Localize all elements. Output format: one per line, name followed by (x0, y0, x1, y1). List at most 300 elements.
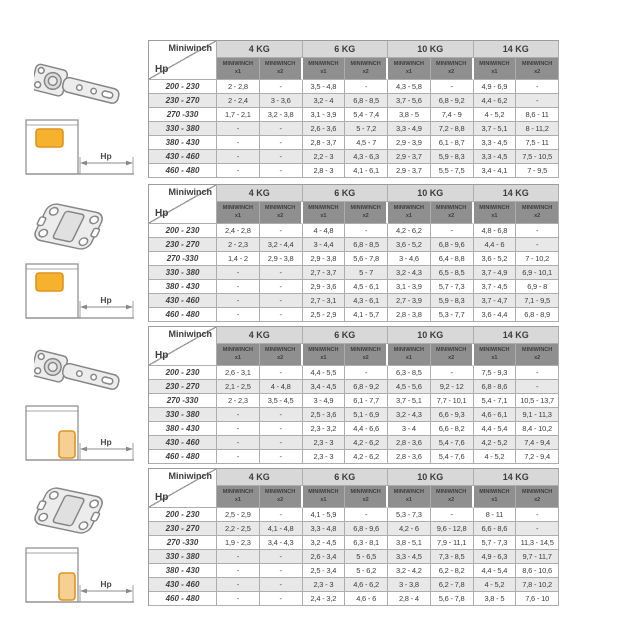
load-range-cell: 3,2 - 4,3 (388, 266, 431, 280)
load-range-cell: 3,2 - 3,8 (260, 108, 303, 122)
load-range-cell: 7,9 - 11,1 (431, 536, 474, 550)
load-range-cell: - (516, 224, 559, 238)
load-range-cell: 2 - 2,4 (217, 94, 260, 108)
load-range-cell: 6,8 - 9,2 (345, 380, 388, 394)
hp-range-cell: 430 - 460 (149, 150, 217, 164)
load-range-cell: 3,5 - 4,5 (260, 394, 303, 408)
load-range-cell: - (260, 592, 303, 606)
table-row (149, 592, 559, 606)
load-range-cell: 3,7 - 5,1 (388, 394, 431, 408)
table-row (149, 224, 559, 238)
load-range-cell: - (260, 80, 303, 94)
load-range-cell: 6,1 - 7,7 (345, 394, 388, 408)
miniwinch-x1-header: MINIWINCH x1 (474, 58, 517, 80)
arrow-left-icon (80, 161, 87, 166)
illustration-column (22, 40, 144, 180)
miniwinch-spec-table (148, 326, 559, 464)
load-range-cell: 3,8 - 5,1 (388, 536, 431, 550)
corner-hp-label: Hp (155, 350, 169, 361)
hp-dimension-label: Hp (100, 579, 112, 589)
illustration-column (22, 184, 144, 324)
miniwinch-x2-header: MINIWINCH x2 (431, 344, 474, 366)
load-range-cell: 4,9 - 6,9 (474, 80, 517, 94)
load-range-cell: 3,4 - 4,3 (260, 536, 303, 550)
load-range-cell: 5,4 - 7,6 (431, 436, 474, 450)
table-row (149, 164, 559, 178)
load-range-cell: - (516, 366, 559, 380)
corner-cell (149, 469, 217, 508)
load-range-cell: 2,9 - 3,8 (260, 252, 303, 266)
load-range-cell: 2,9 - 3,7 (388, 164, 431, 178)
load-range-cell: - (516, 94, 559, 108)
load-range-cell: 2,7 - 3,7 (303, 266, 346, 280)
load-range-cell: 4,3 - 6,1 (345, 294, 388, 308)
load-range-cell: 9,6 - 12,8 (431, 522, 474, 536)
kg-group-header-6kg: 6 KG (303, 185, 389, 202)
load-range-cell: 9,2 - 12 (431, 380, 474, 394)
load-range-cell: - (260, 280, 303, 294)
load-range-cell: 2,5 - 2,9 (217, 508, 260, 522)
corner-cell (149, 41, 217, 80)
load-range-cell: 3 - 4 (388, 422, 431, 436)
load-range-cell: - (260, 578, 303, 592)
arrow-left-icon (80, 589, 87, 594)
hp-range-cell: 200 - 230 (149, 366, 217, 380)
load-range-cell: 3,2 - 4 (303, 94, 346, 108)
load-range-cell: 2,7 - 3,9 (388, 294, 431, 308)
hp-range-cell: 230 - 270 (149, 94, 217, 108)
load-range-cell: 3 - 3,8 (388, 578, 431, 592)
load-range-cell: 7,5 - 9,3 (474, 366, 517, 380)
table-row (149, 522, 559, 536)
load-range-cell: 6,3 - 8,1 (345, 536, 388, 550)
load-range-cell: 6,8 - 8,6 (474, 380, 517, 394)
kg-group-header-4kg: 4 KG (217, 185, 303, 202)
miniwinch-x1-header: MINIWINCH x1 (217, 58, 260, 80)
load-range-cell: 6,6 - 8,2 (431, 422, 474, 436)
load-range-cell: - (217, 266, 260, 280)
load-range-cell: - (516, 522, 559, 536)
miniwinch-x2-header: MINIWINCH x2 (260, 486, 303, 508)
load-range-cell: - (516, 238, 559, 252)
kg-header-row (149, 327, 559, 344)
load-range-cell: 4,4 - 5,4 (474, 422, 517, 436)
miniwinch-x2-header: MINIWINCH x2 (260, 58, 303, 80)
load-range-cell: 5 - 6,2 (345, 564, 388, 578)
hp-range-cell: 270 -330 (149, 536, 217, 550)
load-range-cell: 2,9 - 3,7 (388, 150, 431, 164)
arrow-right-icon (126, 589, 133, 594)
load-range-cell: - (260, 164, 303, 178)
load-range-cell: - (260, 294, 303, 308)
miniwinch-x2-header: MINIWINCH x2 (260, 202, 303, 224)
corner-hp-label: Hp (155, 492, 169, 503)
load-range-cell: 5 - 7 (345, 266, 388, 280)
load-range-cell: - (345, 508, 388, 522)
miniwinch-x2-header: MINIWINCH x2 (345, 486, 388, 508)
kg-group-header-4kg: 4 KG (217, 469, 303, 486)
load-range-cell: 2,6 - 3,1 (217, 366, 260, 380)
hp-range-cell: 330 - 380 (149, 550, 217, 564)
hinge-icon (34, 194, 132, 256)
table-row (149, 366, 559, 380)
hp-range-cell: 460 - 480 (149, 450, 217, 464)
load-range-cell: - (260, 122, 303, 136)
load-range-cell: 5 - 7,2 (345, 122, 388, 136)
load-range-cell: 4,5 - 6,1 (345, 280, 388, 294)
load-range-cell: 3,6 - 5,2 (474, 252, 517, 266)
miniwinch-x1-header: MINIWINCH x1 (217, 202, 260, 224)
load-range-cell: 3 - 4,9 (303, 394, 346, 408)
table-row (149, 422, 559, 436)
miniwinch-x2-header: MINIWINCH x2 (345, 202, 388, 224)
load-range-cell: 2,3 - 3 (303, 436, 346, 450)
miniwinch-x1-header: MINIWINCH x1 (388, 58, 431, 80)
miniwinch-x2-header: MINIWINCH x2 (345, 58, 388, 80)
illustration-column (22, 468, 144, 608)
kg-group-header-4kg: 4 KG (217, 327, 303, 344)
load-range-cell: 5,7 - 7,3 (474, 536, 517, 550)
load-range-cell: 6,8 - 9,6 (345, 522, 388, 536)
table-row (149, 450, 559, 464)
corner-hp-label: Hp (155, 208, 169, 219)
load-range-cell: 4,1 - 4,8 (260, 522, 303, 536)
load-range-cell: 5,4 - 7,1 (474, 394, 517, 408)
miniwinch-block (59, 573, 75, 600)
load-range-cell: 3,7 - 5,6 (388, 94, 431, 108)
load-range-cell: 4,1 - 5,9 (303, 508, 346, 522)
hp-range-cell: 460 - 480 (149, 308, 217, 322)
load-range-cell: 5,7 - 7,3 (431, 280, 474, 294)
table-row (149, 380, 559, 394)
hp-range-cell: 430 - 460 (149, 436, 217, 450)
load-range-cell: 6,8 - 8,9 (516, 308, 559, 322)
load-range-cell: 9,7 - 11,7 (516, 550, 559, 564)
load-range-cell: 1,9 - 2,3 (217, 536, 260, 550)
miniwinch-x1-header: MINIWINCH x1 (474, 344, 517, 366)
load-range-cell: 6,8 - 9,2 (431, 94, 474, 108)
load-range-cell: 7,6 - 10 (516, 592, 559, 606)
load-range-cell: - (260, 136, 303, 150)
load-range-cell: 6,3 - 8,5 (388, 366, 431, 380)
kg-group-header-10kg: 10 KG (388, 185, 474, 202)
hp-range-cell: 200 - 230 (149, 508, 217, 522)
load-range-cell: 7,4 - 9 (431, 108, 474, 122)
load-range-cell: - (217, 122, 260, 136)
table-row (149, 136, 559, 150)
miniwinch-block (36, 129, 63, 147)
load-range-cell: 7,8 - 10,2 (516, 578, 559, 592)
load-range-cell: - (217, 592, 260, 606)
load-range-cell: 5 - 6,5 (345, 550, 388, 564)
hp-range-cell: 230 - 270 (149, 522, 217, 536)
load-range-cell: 4 - 4,8 (260, 380, 303, 394)
kg-group-header-4kg: 4 KG (217, 41, 303, 58)
corner-miniwinch-label: Miniwinch (168, 329, 212, 339)
load-range-cell: 2,8 - 4 (388, 592, 431, 606)
kg-group-header-10kg: 10 KG (388, 41, 474, 58)
hinge-icon (34, 336, 132, 398)
load-range-cell: 3,1 - 3,9 (303, 108, 346, 122)
load-range-cell: - (217, 436, 260, 450)
hp-dimension-label: Hp (100, 437, 112, 447)
load-range-cell: 8 - 11,2 (516, 122, 559, 136)
load-range-cell: 5,3 - 7,7 (431, 308, 474, 322)
load-range-cell: 2,8 - 3,7 (303, 136, 346, 150)
load-range-cell: 6,8 - 9,6 (431, 238, 474, 252)
load-range-cell: 6,8 - 8,5 (345, 238, 388, 252)
load-range-cell: 5,3 - 7,3 (388, 508, 431, 522)
table-row (149, 308, 559, 322)
load-range-cell: 4,2 - 6,2 (388, 224, 431, 238)
hp-range-cell: 380 - 430 (149, 136, 217, 150)
load-range-cell: - (217, 578, 260, 592)
miniwinch-x1-header: MINIWINCH x1 (388, 202, 431, 224)
load-range-cell: 4,1 - 5,7 (345, 308, 388, 322)
load-range-cell: 4,2 - 6 (388, 522, 431, 536)
load-range-cell: 3,7 - 5,1 (474, 122, 517, 136)
corner-hp-label: Hp (155, 64, 169, 75)
load-range-cell: - (217, 150, 260, 164)
load-range-cell: 3,3 - 4,8 (303, 522, 346, 536)
load-range-cell: 4,6 - 6,2 (345, 578, 388, 592)
load-range-cell: 6,9 - 10,1 (516, 266, 559, 280)
load-range-cell: 4,2 - 6,2 (345, 436, 388, 450)
miniwinch-block (36, 273, 63, 291)
load-range-cell: 2,9 - 3,9 (388, 136, 431, 150)
load-range-cell: - (345, 366, 388, 380)
table-row (149, 150, 559, 164)
load-range-cell: 4,9 - 6,3 (474, 550, 517, 564)
table-row (149, 536, 559, 550)
kg-group-header-10kg: 10 KG (388, 469, 474, 486)
load-range-cell: 3,3 - 4,5 (388, 550, 431, 564)
load-range-cell: 4,3 - 5,8 (388, 80, 431, 94)
hp-range-cell: 380 - 430 (149, 422, 217, 436)
load-range-cell: 7,5 - 10,5 (516, 150, 559, 164)
load-range-cell: - (431, 366, 474, 380)
hp-range-cell: 430 - 460 (149, 578, 217, 592)
load-range-cell: 8,6 - 11 (516, 108, 559, 122)
load-range-cell: 3 - 4,6 (388, 252, 431, 266)
load-range-cell: - (345, 80, 388, 94)
load-range-cell: 5,4 - 7,4 (345, 108, 388, 122)
load-range-cell: - (260, 450, 303, 464)
load-range-cell: 4,4 - 6,2 (474, 94, 517, 108)
table-row (149, 94, 559, 108)
load-range-cell: 8,4 - 10,2 (516, 422, 559, 436)
load-range-cell: - (217, 550, 260, 564)
kg-group-header-6kg: 6 KG (303, 41, 389, 58)
arrow-right-icon (126, 447, 133, 452)
hp-range-cell: 330 - 380 (149, 408, 217, 422)
load-range-cell: 2,2 - 2,5 (217, 522, 260, 536)
kg-header-row (149, 41, 559, 58)
load-range-cell: - (260, 408, 303, 422)
hinge-config-section-3 (0, 326, 630, 466)
load-range-cell: 2,6 - 3,6 (303, 122, 346, 136)
load-range-cell: - (217, 280, 260, 294)
miniwinch-x2-header: MINIWINCH x2 (516, 202, 559, 224)
load-range-cell: 2,4 - 2,8 (217, 224, 260, 238)
load-range-cell: - (431, 80, 474, 94)
load-range-cell: - (217, 422, 260, 436)
load-range-cell: 7,1 - 9,5 (516, 294, 559, 308)
hp-range-cell: 270 -330 (149, 108, 217, 122)
load-range-cell: 3,2 - 4,3 (388, 408, 431, 422)
hp-range-cell: 270 -330 (149, 394, 217, 408)
corner-miniwinch-label: Miniwinch (168, 43, 212, 53)
miniwinch-block (59, 431, 75, 458)
load-range-cell: 4,8 - 6,8 (474, 224, 517, 238)
load-range-cell: 7,2 - 8,8 (431, 122, 474, 136)
load-range-cell: - (260, 436, 303, 450)
load-range-cell: - (345, 224, 388, 238)
load-range-cell: 2,8 - 3,6 (388, 450, 431, 464)
miniwinch-spec-table (148, 184, 559, 322)
load-range-cell: 4,2 - 6,2 (345, 450, 388, 464)
load-range-cell: 6,4 - 8,8 (431, 252, 474, 266)
hp-range-cell: 200 - 230 (149, 80, 217, 94)
load-range-cell: 3,8 - 5 (474, 592, 517, 606)
load-range-cell: 2,5 - 3,4 (303, 564, 346, 578)
miniwinch-spec-table (148, 40, 559, 178)
load-range-cell: 6,6 - 8,6 (474, 522, 517, 536)
load-range-cell: 3,2 - 4,2 (388, 564, 431, 578)
load-range-cell: 4,1 - 6,1 (345, 164, 388, 178)
load-range-cell: 4 - 5,2 (474, 578, 517, 592)
load-range-cell: 6,5 - 8,5 (431, 266, 474, 280)
load-range-cell: 8,6 - 10,6 (516, 564, 559, 578)
load-range-cell: 4,2 - 5,2 (474, 436, 517, 450)
load-range-cell: 2 - 2,8 (217, 80, 260, 94)
load-range-cell: - (431, 224, 474, 238)
load-range-cell: - (260, 366, 303, 380)
hinge-config-section-4 (0, 468, 630, 608)
load-range-cell: 3,6 - 5,2 (388, 238, 431, 252)
miniwinch-x2-header: MINIWINCH x2 (516, 486, 559, 508)
illustration-column (22, 326, 144, 466)
table-row (149, 238, 559, 252)
load-range-cell: - (217, 164, 260, 178)
hp-range-cell: 380 - 430 (149, 564, 217, 578)
cabinet-diagram (22, 260, 140, 324)
load-range-cell: - (217, 294, 260, 308)
miniwinch-x1-header: MINIWINCH x1 (474, 202, 517, 224)
miniwinch-x2-header: MINIWINCH x2 (516, 344, 559, 366)
load-range-cell: 2,7 - 3,1 (303, 294, 346, 308)
load-range-cell: 5,9 - 8,3 (431, 294, 474, 308)
arrow-left-icon (80, 447, 87, 452)
load-range-cell: 7,4 - 9,4 (516, 436, 559, 450)
table-row (149, 108, 559, 122)
load-range-cell: 7 - 9,5 (516, 164, 559, 178)
cabinet-diagram (22, 116, 140, 180)
hinge-icon (34, 50, 132, 112)
load-range-cell: 5,9 - 8,3 (431, 150, 474, 164)
load-range-cell: 4,5 - 7 (345, 136, 388, 150)
load-range-cell: 3,3 - 4,9 (388, 122, 431, 136)
load-range-cell: 6,9 - 8 (516, 280, 559, 294)
table-row (149, 550, 559, 564)
load-range-cell: 7,3 - 8,5 (431, 550, 474, 564)
load-range-cell: 2,9 - 3,8 (303, 252, 346, 266)
table-row (149, 578, 559, 592)
table-row (149, 564, 559, 578)
corner-cell (149, 185, 217, 224)
load-range-cell: 7,7 - 10,1 (431, 394, 474, 408)
load-range-cell: 6,8 - 8,5 (345, 94, 388, 108)
load-range-cell: 2,8 - 3,8 (388, 308, 431, 322)
load-range-cell: - (260, 550, 303, 564)
load-range-cell: - (260, 422, 303, 436)
load-range-cell: 3,1 - 3,9 (388, 280, 431, 294)
load-range-cell: 5,6 - 7,8 (431, 592, 474, 606)
load-range-cell: 6,6 - 9,3 (431, 408, 474, 422)
load-range-cell: 3,4 - 4,1 (474, 164, 517, 178)
load-range-cell: 3 - 3,6 (260, 94, 303, 108)
hp-range-cell: 330 - 380 (149, 266, 217, 280)
corner-cell (149, 327, 217, 366)
kg-group-header-14kg: 14 KG (474, 41, 560, 58)
kg-group-header-14kg: 14 KG (474, 327, 560, 344)
load-range-cell: 4,4 - 6 (474, 238, 517, 252)
load-range-cell: 2,3 - 3 (303, 450, 346, 464)
hp-range-cell: 380 - 430 (149, 280, 217, 294)
hp-range-cell: 230 - 270 (149, 380, 217, 394)
load-range-cell: - (431, 508, 474, 522)
miniwinch-x2-header: MINIWINCH x2 (431, 58, 474, 80)
load-range-cell: - (217, 408, 260, 422)
arrow-left-icon (80, 305, 87, 310)
miniwinch-x1-header: MINIWINCH x1 (303, 344, 346, 366)
load-range-cell: 3,4 - 4,5 (303, 380, 346, 394)
corner-miniwinch-label: Miniwinch (168, 187, 212, 197)
load-range-cell: - (260, 308, 303, 322)
hp-range-cell: 460 - 480 (149, 164, 217, 178)
load-range-cell: 4,4 - 6,6 (345, 422, 388, 436)
miniwinch-x1-header: MINIWINCH x1 (388, 486, 431, 508)
corner-miniwinch-label: Miniwinch (168, 471, 212, 481)
load-range-cell: 3,7 - 4,9 (474, 266, 517, 280)
hp-range-cell: 270 -330 (149, 252, 217, 266)
load-range-cell: - (516, 80, 559, 94)
hp-range-cell: 230 - 270 (149, 238, 217, 252)
hp-range-cell: 430 - 460 (149, 294, 217, 308)
load-range-cell: - (516, 380, 559, 394)
hp-range-cell: 460 - 480 (149, 592, 217, 606)
load-range-cell: 4 - 5,2 (474, 450, 517, 464)
load-range-cell: - (260, 564, 303, 578)
load-range-cell: 3,5 - 4,8 (303, 80, 346, 94)
load-range-cell: 4 - 4,8 (303, 224, 346, 238)
miniwinch-x2-header: MINIWINCH x2 (431, 486, 474, 508)
table-row (149, 80, 559, 94)
hp-dimension-label: Hp (100, 151, 112, 161)
arrow-right-icon (126, 161, 133, 166)
table-row (149, 394, 559, 408)
load-range-cell: 5,5 - 7,5 (431, 164, 474, 178)
load-range-cell: 3,3 - 4,5 (474, 136, 517, 150)
hinge-icon (34, 478, 132, 540)
load-range-cell: 2,2 - 3 (303, 150, 346, 164)
load-range-cell: - (217, 564, 260, 578)
load-range-cell: 4,6 - 6,1 (474, 408, 517, 422)
load-range-cell: - (516, 508, 559, 522)
load-range-cell: 4,4 - 5,4 (474, 564, 517, 578)
load-range-cell: - (260, 224, 303, 238)
load-range-cell: 8 - 11 (474, 508, 517, 522)
